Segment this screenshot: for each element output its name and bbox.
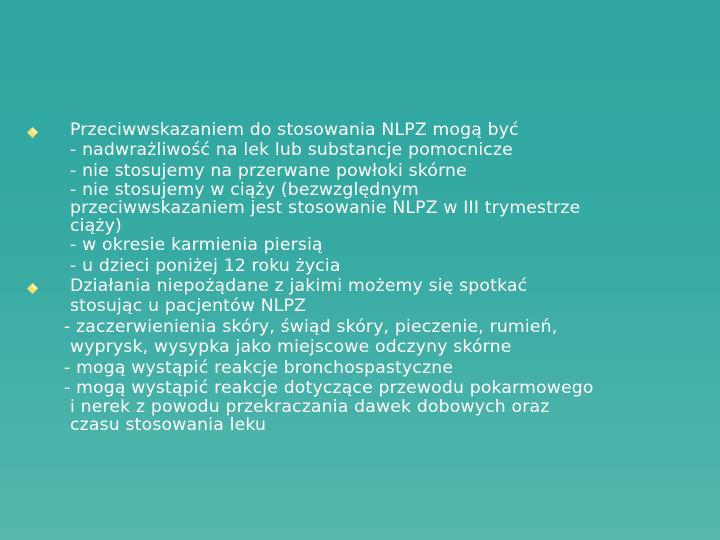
bullet-line: Przeciwwskazaniem do stosowania NLPZ mogą być xyxy=(70,120,519,140)
bullet-line: ciąży) xyxy=(70,216,122,237)
bullet-line: - nadwrażliwość na lek lub substancje pomocnicze xyxy=(70,140,513,161)
bullet-line: - u dzieci poniżej 12 roku życia xyxy=(70,255,341,276)
bullet-line: stosując u pacjentów NLPZ xyxy=(70,296,307,317)
bullet-line: i nerek z powodu przekraczania dawek dobowych oraz xyxy=(70,397,550,418)
bullet-item-side-effects xyxy=(0,276,720,434)
bullet-line: przeciwwskazaniem jest stosowanie NLPZ w III trymestrze xyxy=(70,198,581,219)
bullet-line: - nie stosujemy w ciąży (bezwzględnym xyxy=(70,180,419,201)
bullet-line: - nie stosujemy na przerwane powłoki skórne xyxy=(70,160,467,181)
bullet-line: - w okresie karmienia piersią xyxy=(70,235,323,256)
bullet-line: - mogą wystąpić reakcje bronchospastyczne xyxy=(64,357,454,378)
bullet-line: wyprysk, wysypka jako miejscowe odczyny skórne xyxy=(70,337,512,358)
bullet-item-contraindications xyxy=(0,120,720,276)
diamond-bullet-icon xyxy=(27,283,38,294)
bullet-line: - zaczerwienienia skóry, świąd skóry, pieczenie, rumień, xyxy=(64,316,558,337)
diamond-bullet-icon xyxy=(27,127,38,138)
bullet-line: czasu stosowania leku xyxy=(70,415,267,436)
bullet-line: Działania niepożądane z jakimi możemy się spotkać xyxy=(70,276,528,297)
bullet-line: - mogą wystąpić reakcje dotyczące przewodu pokarmowego xyxy=(64,378,594,399)
slide-content xyxy=(0,120,720,434)
